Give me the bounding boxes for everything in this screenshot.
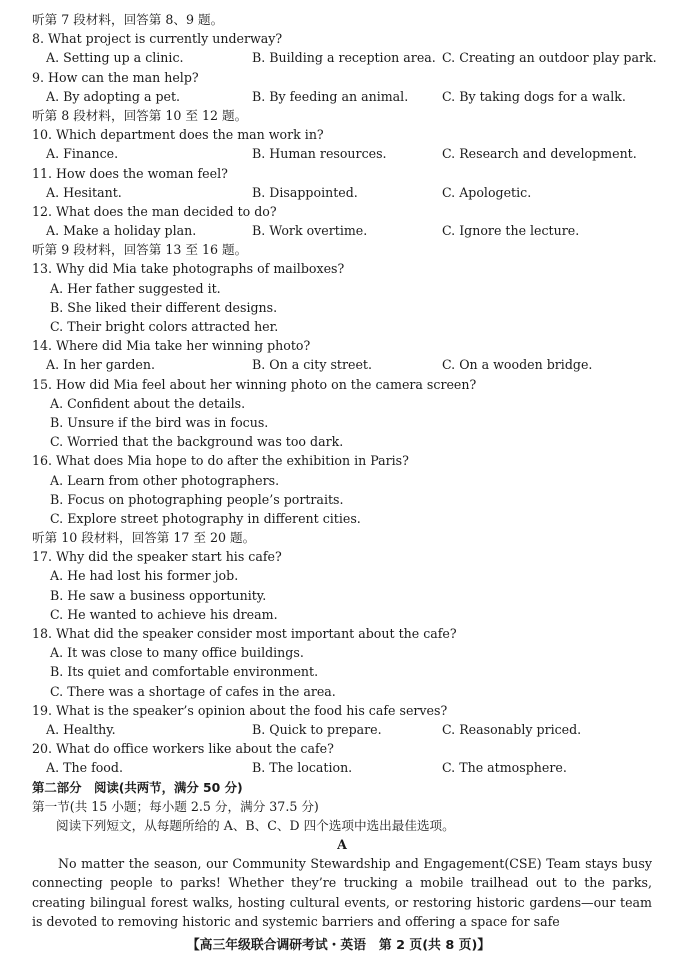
option-a: A. Setting up a clinic. (46, 50, 184, 66)
option-a: A. It was close to many office buildings. (50, 645, 304, 661)
option-c: C. The atmosphere. (442, 760, 567, 776)
part-2-subsection: 第一节(共 15 小题；每小题 2.5 分，满分 37.5 分) (32, 798, 319, 814)
question-10-options (32, 144, 652, 163)
question-9-options (32, 87, 652, 106)
question-9-stem: 9. How can the man help? (32, 69, 199, 85)
option-b: B. On a city street. (252, 357, 372, 373)
question-11-options (32, 183, 652, 202)
option-b: B. He saw a business opportunity. (50, 587, 267, 603)
option-c: C. Ignore the lecture. (442, 223, 580, 239)
option-a: A. Finance. (46, 146, 119, 162)
option-a: A. Confident about the details. (50, 395, 246, 411)
option-c: C. There was a shortage of cafes in the area. (50, 683, 336, 699)
question-11-stem: 11. How does the woman feel? (32, 165, 228, 181)
option-c: C. Research and development. (442, 146, 637, 162)
option-c: C. Worried that the background was too dark. (50, 434, 344, 450)
question-8-stem: 8. What project is currently underway? (32, 31, 283, 47)
option-c: C. By taking dogs for a walk. (442, 88, 626, 104)
option-c: C. On a wooden bridge. (442, 357, 593, 373)
option-c: C. He wanted to achieve his dream. (50, 606, 278, 622)
question-16-stem: 16. What does Mia hope to do after the exhibition in Paris? (32, 453, 409, 469)
option-c: C. Reasonably priced. (442, 721, 582, 737)
option-c: C. Creating an outdoor play park. (442, 50, 657, 66)
section-7-header: 听第 7 段材料，回答第 8、9 题。 (32, 12, 224, 27)
option-b: B. Work overtime. (252, 223, 368, 239)
option-a: A. The food. (46, 760, 123, 776)
passage-text: No matter the season, our Community Stewardship and Engagement(CSE) Team stays busy connecting people to parks! Whether they’re trucking a mobile trailhead out to the parks, creating bilingual forest walks, hosting cultural events, or restoring historic gardens—our team is devoted to removing historic and systemic barriers and offering a space for safe (32, 856, 652, 929)
question-19-stem: 19. What is the speaker’s opinion about the food his cafe serves? (32, 702, 448, 718)
option-b: B. She liked their different designs. (50, 299, 278, 315)
page-footer: 【高三年级联合调研考试・英语 第 2 页(共 8 页)】 (186, 938, 491, 953)
option-b: B. Human resources. (252, 146, 387, 162)
option-a: A. Hesitant. (46, 184, 122, 200)
option-a: A. Healthy. (46, 721, 116, 737)
section-9-header: 听第 9 段材料，回答第 13 至 16 题。 (32, 242, 248, 258)
option-b: B. Quick to prepare. (252, 721, 382, 737)
question-15-stem: 15. How did Mia feel about her winning photo on the camera screen? (32, 376, 477, 392)
passage-label: A (337, 837, 347, 853)
question-10-stem: 10. Which department does the man work in? (32, 127, 324, 143)
option-a: A. Her father suggested it. (50, 280, 221, 296)
option-c: C. Explore street photography in different cities. (50, 510, 361, 526)
option-b: B. Unsure if the bird was in focus. (50, 414, 269, 430)
question-20-stem: 20. What do office workers like about the cafe? (32, 741, 334, 757)
option-b: B. Its quiet and comfortable environment. (50, 664, 319, 680)
question-14-options (32, 355, 652, 374)
exam-page (32, 10, 657, 931)
option-a: A. Learn from other photographers. (50, 472, 280, 488)
reading-instruction: 阅读下列短文，从每题所给的 A、B、C、D 四个选项中选出最佳选项。 (56, 817, 455, 833)
option-b: B. By feeding an animal. (252, 88, 409, 104)
question-13-stem: 13. Why did Mia take photographs of mailboxes? (32, 261, 345, 277)
question-8-options (32, 48, 657, 67)
section-8-header: 听第 8 段材料，回答第 10 至 12 题。 (32, 107, 248, 123)
question-12-options (32, 221, 652, 240)
question-20-options (32, 758, 652, 777)
question-19-options (32, 720, 652, 739)
section-10-header: 听第 10 段材料，回答第 17 至 20 题。 (32, 530, 256, 546)
option-a: A. He had lost his former job. (50, 568, 239, 584)
question-14-stem: 14. Where did Mia take her winning photo? (32, 338, 311, 354)
option-a: A. By adopting a pet. (46, 88, 181, 104)
part-2-title: 第二部分 阅读(共两节，满分 50 分) (32, 779, 243, 795)
question-17-stem: 17. Why did the speaker start his cafe? (32, 549, 282, 565)
question-12-stem: 12. What does the man decided to do? (32, 203, 277, 219)
option-b: B. The location. (252, 760, 353, 776)
option-b: B. Focus on photographing people’s portraits. (50, 491, 344, 507)
option-b: B. Disappointed. (252, 184, 358, 200)
question-18-stem: 18. What did the speaker consider most important about the cafe? (32, 626, 457, 641)
option-c: C. Their bright colors attracted her. (50, 319, 279, 334)
option-a: A. In her garden. (46, 357, 155, 373)
option-c: C. Apologetic. (442, 184, 532, 200)
option-a: A. Make a holiday plan. (46, 223, 197, 239)
option-b: B. Building a reception area. (252, 50, 436, 66)
